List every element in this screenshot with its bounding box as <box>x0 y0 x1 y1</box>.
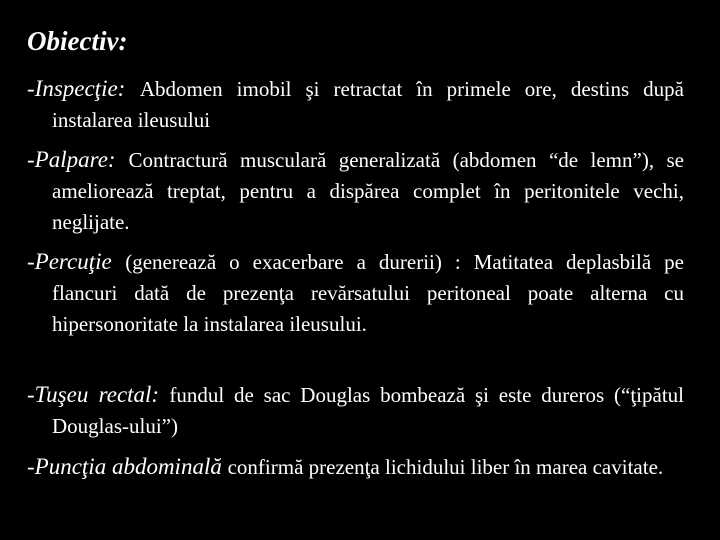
item-text: confirmă prezenţa lichidului liber în marea cavitate. <box>227 455 664 479</box>
item-lead: -Inspecţie: <box>27 76 140 101</box>
item-palpare <box>27 144 684 238</box>
item-lead: -Palpare: <box>27 147 129 172</box>
item-text: fundul de sac Douglas bombează şi este dureros (“ţipătul Douglas-ului”) <box>52 383 684 438</box>
item-lead: -Puncţia abdominală <box>27 454 228 479</box>
item-text: Abdomen imobil şi retractat în primele ore, destins după instalarea ileusului <box>52 77 684 132</box>
item-lead: -Tuşeu rectal: <box>27 382 170 407</box>
item-punctia-abdominala <box>27 451 684 483</box>
item-percutie <box>27 246 684 340</box>
item-tuseu-rectal <box>27 379 684 442</box>
item-inspectie <box>27 73 684 136</box>
item-text: (generează o exacerbare a durerii) : Matitatea deplasbilă pe flancuri dată de prezenţa revărsatului peritoneal poate alterna cu hipersonoritate la instalarea ileusului. <box>52 250 685 336</box>
item-text: Contractură musculară generalizată (abdomen “de lemn”), se ameliorează treptat, pentru a dispărea complet în peritonitele vechi, neglijate. <box>52 148 684 234</box>
item-lead: -Percuţie <box>27 249 126 274</box>
slide-title: Obiectiv: <box>27 26 128 56</box>
